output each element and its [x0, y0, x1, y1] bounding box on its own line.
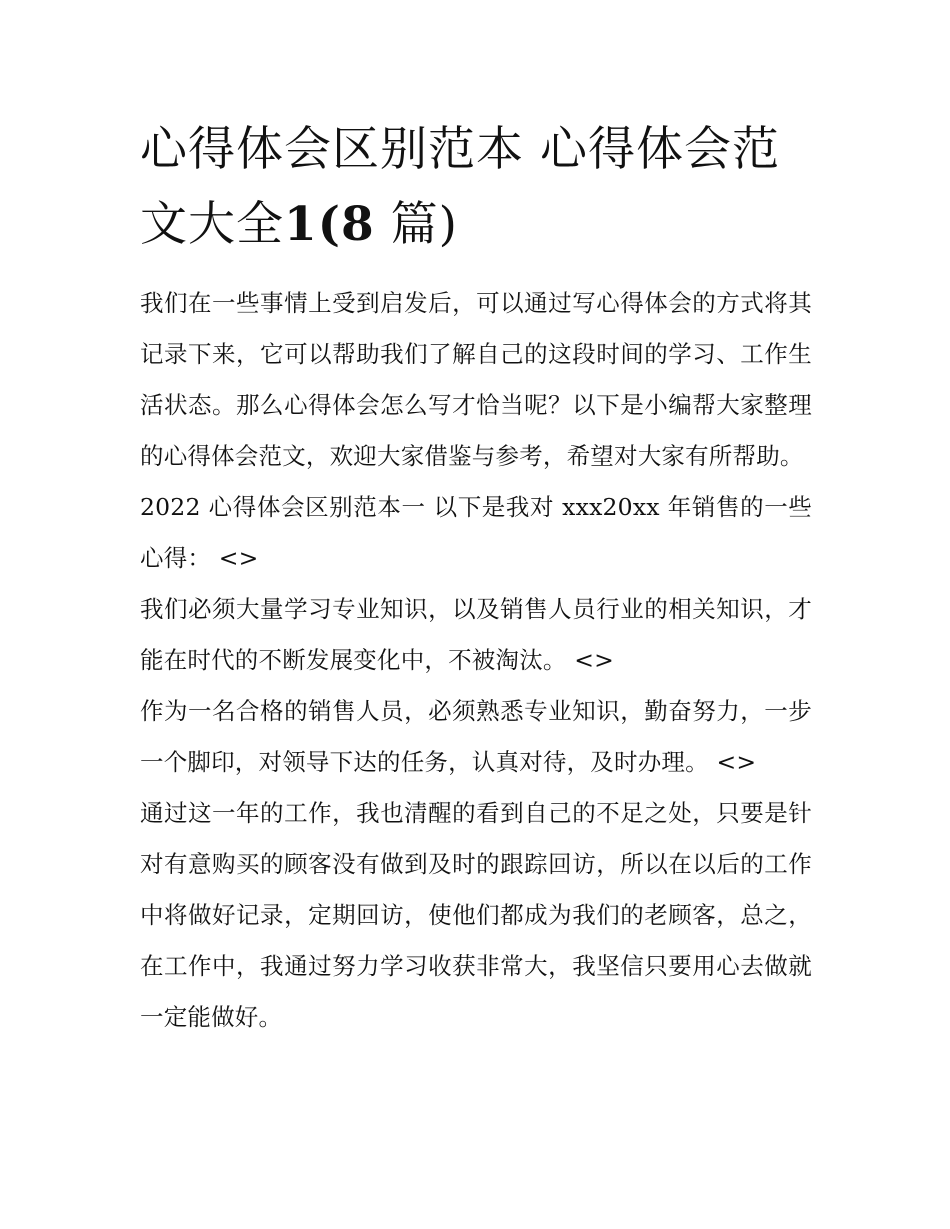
body-paragraph-3: 通过这一年的工作，我也清醒的看到自己的不足之处，只要是针对有意购买的顾客没有做到及时的跟踪回访，所以在以后的工作中将做好记录，定期回访，使他们都成为我们的老顾客，总之，在工作中，我通过努力学习收获非常大，我坚信只要用心去做就一定能做好。: [140, 799, 812, 1031]
title-line-2-bold: 1(8: [284, 197, 375, 252]
body-paragraph-2: 作为一名合格的销售人员，必须熟悉专业知识，勤奋努力，一步一个脚印，对领导下达的任务，认真对待，及时办理。 <>: [140, 697, 812, 776]
section-heading-paragraph: 2022 心得体会区别范本一 以下是我对 xxx20xx 年销售的一些心得： <>: [140, 493, 812, 572]
title-line-1: 心得体会区别范本 心得体会范: [140, 122, 780, 177]
body-paragraph-1: 我们必须大量学习专业知识，以及销售人员行业的相关知识，才能在时代的不断发展变化中，不被淘汰。 <>: [140, 595, 812, 674]
title-line-2-suffix: 篇): [374, 197, 458, 252]
intro-paragraph: 我们在一些事情上受到启发后，可以通过写心得体会的方式将其记录下来，它可以帮助我们了解自己的这段时间的学习、工作生活状态。那么心得体会怎么写才恰当呢？以下是小编帮大家整理的心得体会范文，欢迎大家借鉴与参考，希望对大家有所帮助。: [140, 289, 812, 470]
document-content: [140, 112, 812, 1043]
title-line-2-prefix: 文大全: [140, 197, 284, 252]
title-line-2: [140, 187, 812, 262]
document-title: [140, 112, 812, 262]
